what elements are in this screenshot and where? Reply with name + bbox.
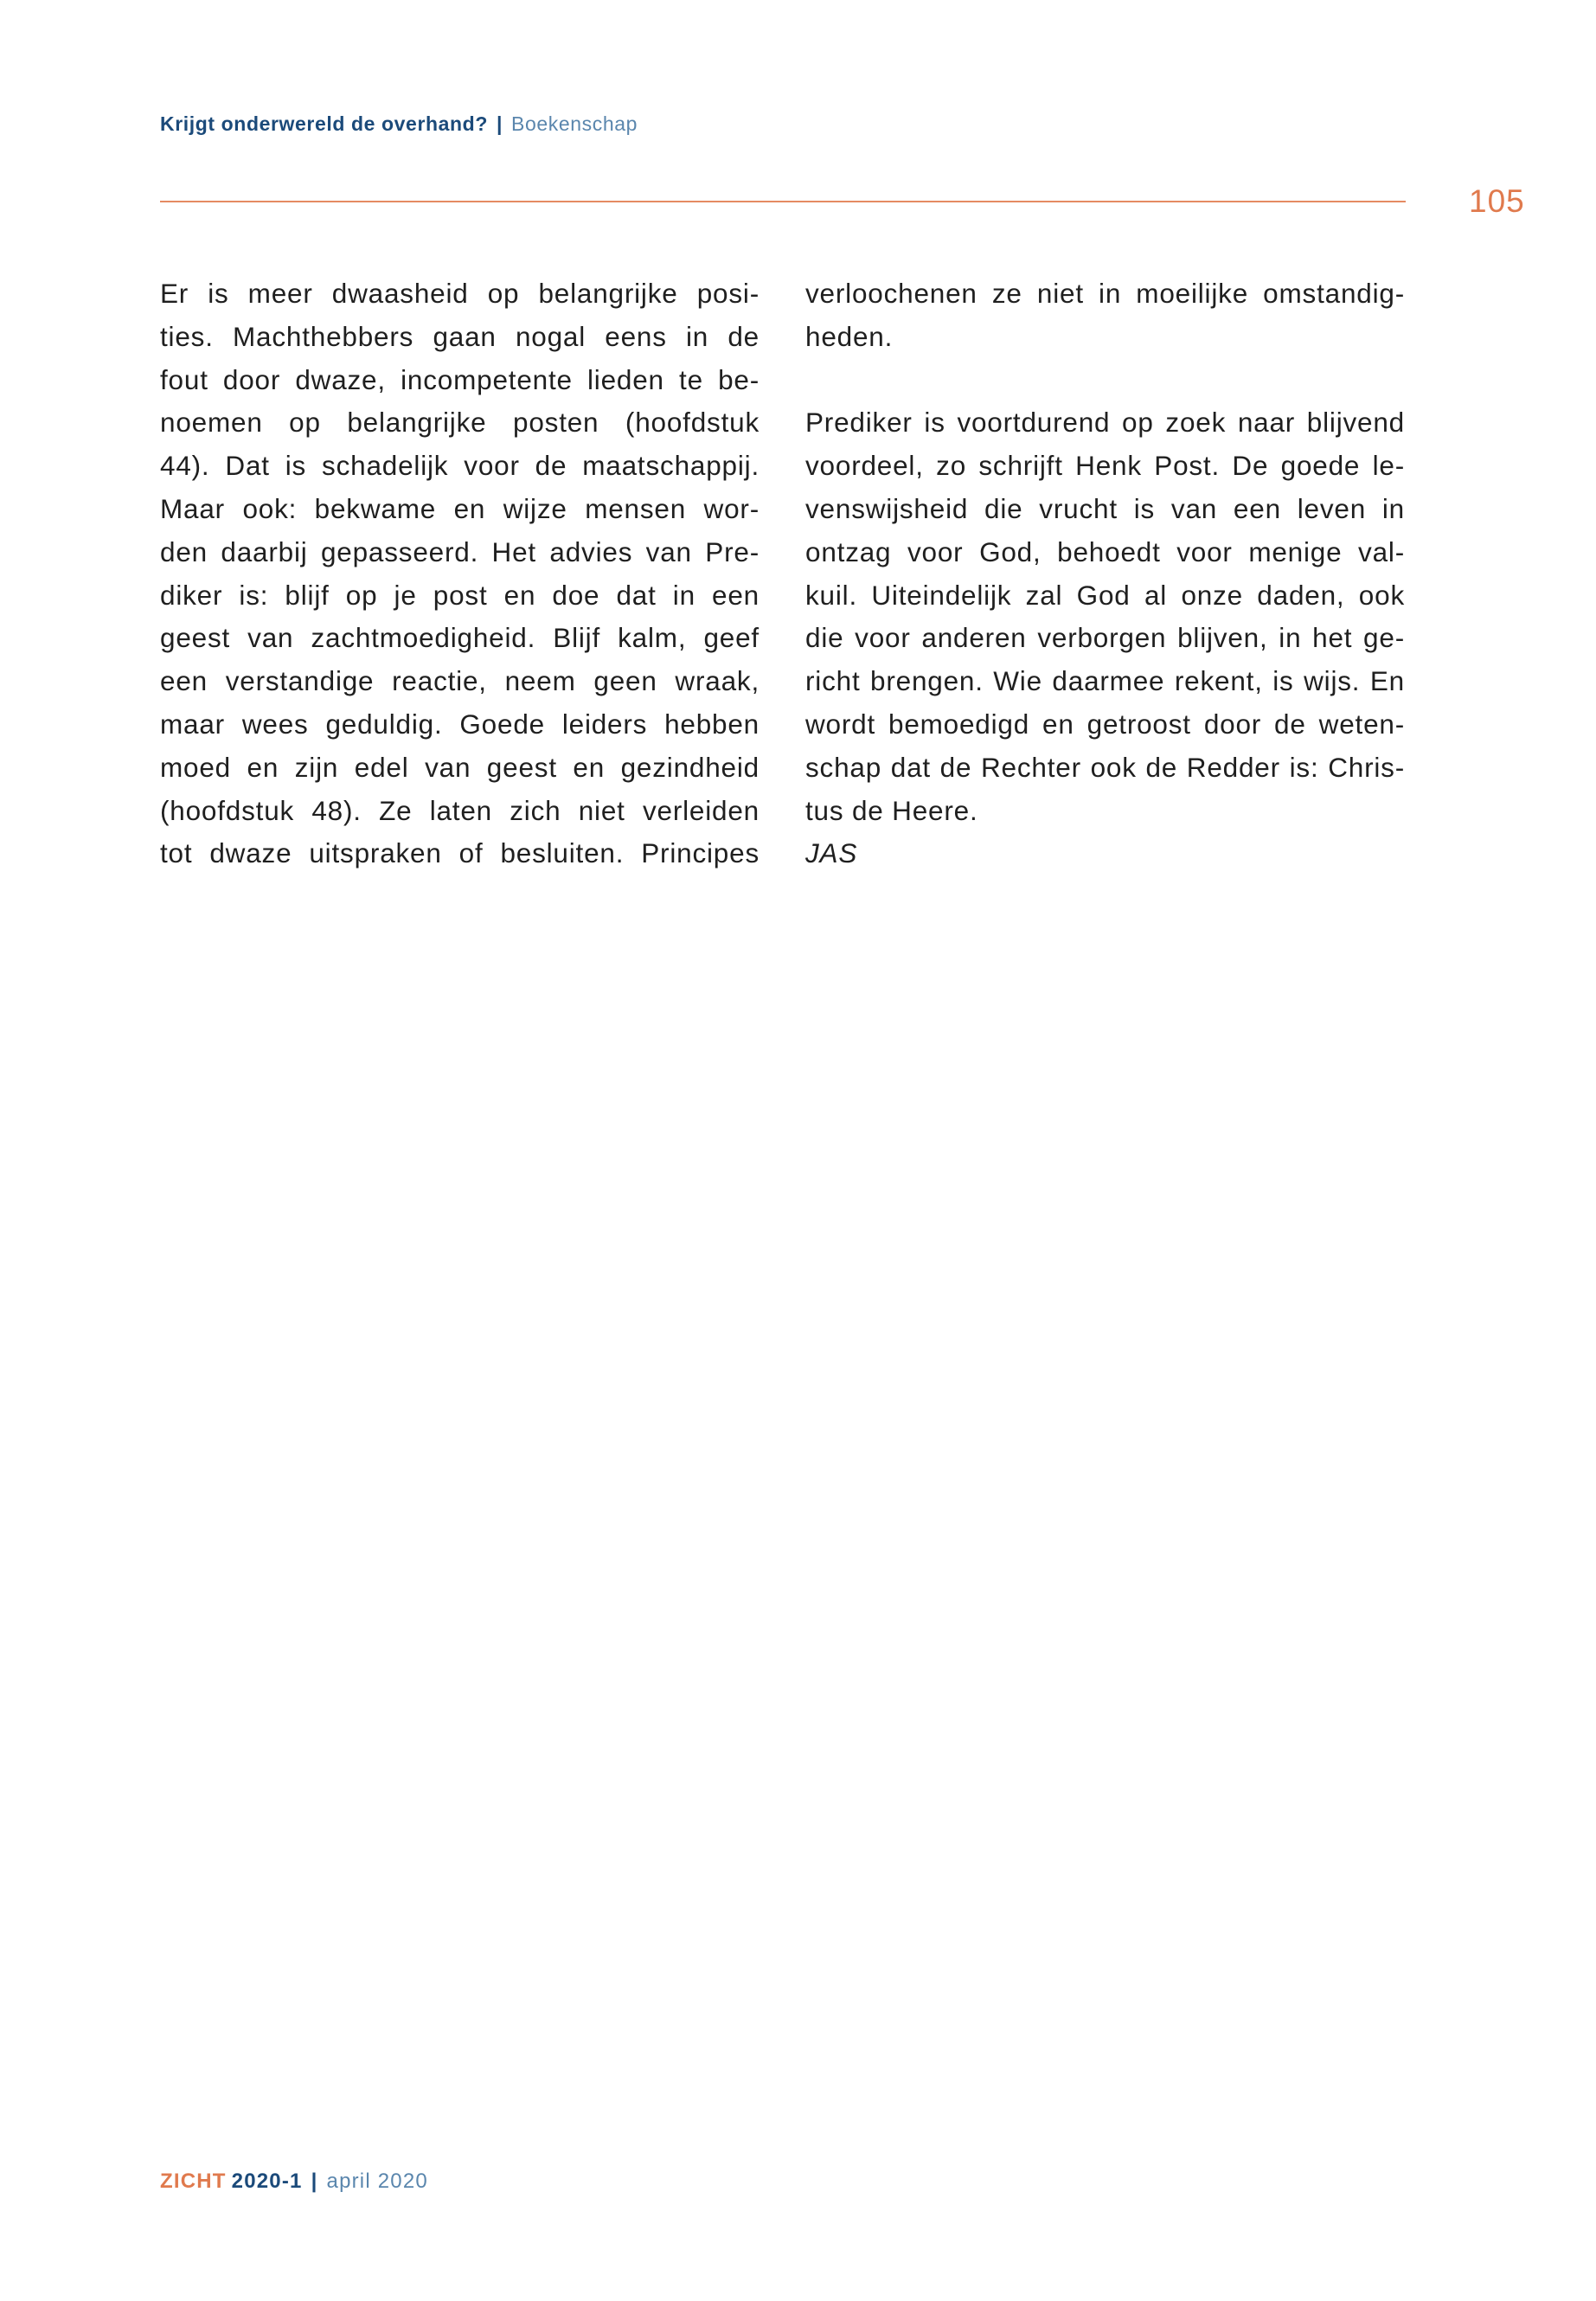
body-line: diker is: blijf op je post en doe dat in een — [160, 579, 760, 611]
body-line: Maar ook: bekwame en wijze mensen wor- — [160, 492, 760, 524]
body-line: een verstandige reactie, neem geen wraak, — [160, 665, 760, 697]
body-line: maar wees geduldig. Goede leiders hebben — [160, 708, 760, 740]
body-line: kuil. Uiteindelijk zal God al onze daden, ook — [805, 579, 1405, 611]
footer-date: april 2020 — [326, 2170, 428, 2193]
left-column — [160, 272, 760, 875]
body-line: noemen op belangrijke posten (hoofdstuk — [160, 407, 760, 439]
body-line: tot dwaze uitspraken of besluiten. Principes — [160, 837, 760, 869]
body-line: 44). Dat is schadelijk voor de maatschappij. — [160, 450, 760, 482]
body-line: fout door dwaze, incompetente lieden te be- — [160, 363, 760, 395]
body-line: verloochenen ze niet in moeilijke omstandig- — [805, 278, 1405, 309]
author-signature: JAS — [805, 837, 858, 869]
footer-brand: ZICHT — [160, 2170, 227, 2193]
body-line: Er is meer dwaasheid op belangrijke posi- — [160, 278, 760, 309]
page-number: 105 — [1469, 183, 1525, 219]
footer-separator: | — [311, 2170, 318, 2193]
body-line: venswijsheid die vrucht is van een leven in — [805, 492, 1405, 524]
body-line: richt brengen. Wie daarmee rekent, is wijs. En — [805, 665, 1405, 697]
body-line: ties. Machthebbers gaan nogal eens in de — [160, 320, 760, 352]
running-header-title: Krijgt onderwereld de overhand? — [160, 112, 488, 135]
running-header — [160, 112, 638, 136]
body-line: die voor anderen verborgen blijven, in het ge- — [805, 622, 1405, 654]
body-line: (hoofdstuk 48). Ze laten zich niet verleiden — [160, 794, 760, 826]
body-line: Prediker is voortdurend op zoek naar blijvend — [805, 407, 1405, 439]
body-line: geest van zachtmoedigheid. Blijf kalm, geef — [160, 622, 760, 654]
running-header-section: Boekenschap — [511, 112, 638, 135]
footer — [160, 2170, 428, 2194]
paragraph-gap — [805, 359, 1405, 402]
header-rule — [160, 201, 1406, 202]
body-line: voordeel, zo schrijft Henk Post. De goede le- — [805, 450, 1405, 482]
body-line: moed en zijn edel van geest en gezindheid — [160, 751, 760, 783]
body-line: den daarbij gepasseerd. Het advies van Pre- — [160, 535, 760, 567]
right-column — [805, 272, 1405, 875]
body-line: ontzag voor God, behoedt voor menige val- — [805, 535, 1405, 567]
body-line: tus de Heere. — [805, 794, 978, 826]
running-header-separator: | — [497, 112, 503, 135]
body-line: schap dat de Rechter ook de Redder is: Chris- — [805, 751, 1405, 783]
body-line: heden. — [805, 320, 894, 352]
footer-issue: 2020-1 — [231, 2170, 303, 2193]
body-line: wordt bemoedigd en getroost door de weten- — [805, 708, 1405, 740]
